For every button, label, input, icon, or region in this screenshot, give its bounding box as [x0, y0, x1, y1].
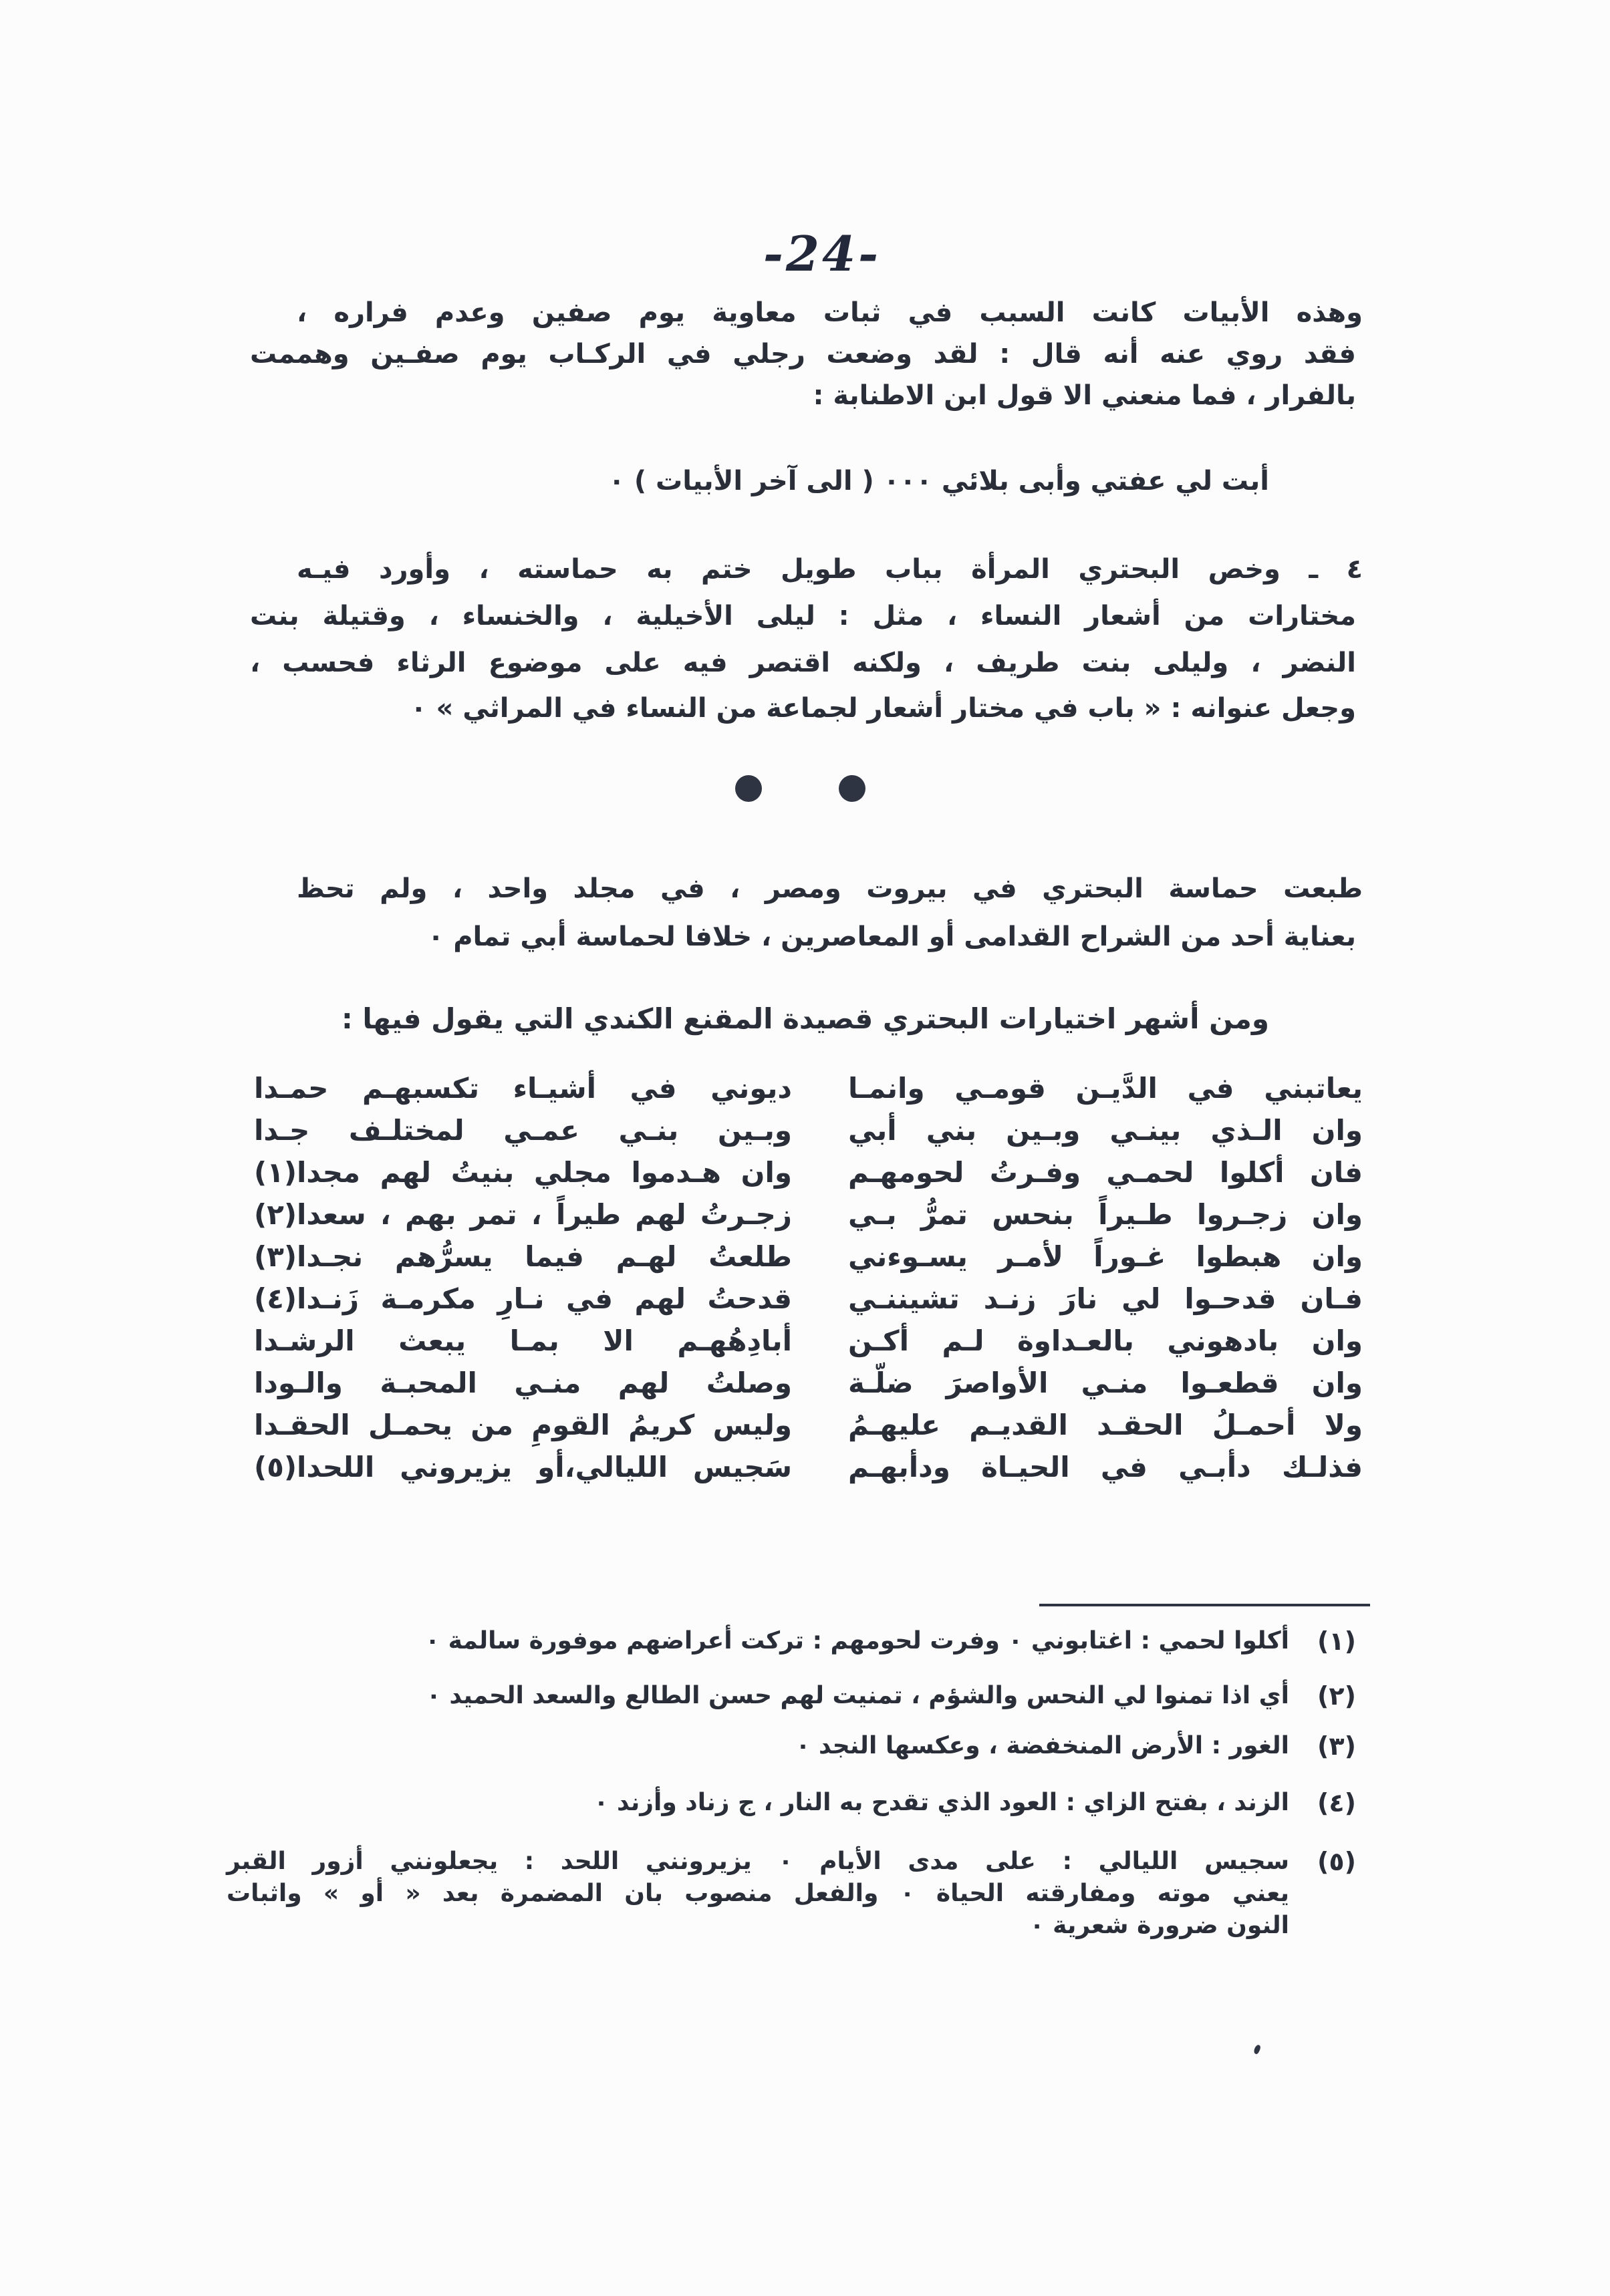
footnote-number: (٣): [1317, 1731, 1356, 1761]
ink-speck: [1252, 2044, 1261, 2055]
poem-first-hemistich: ولا أحمـلُ الحقـد القديـم عليهـمُ: [848, 1409, 1363, 1441]
star-ornament-icon: [737, 777, 760, 800]
poem-first-hemistich: وان هبطوا غـوراً لأمـر يسـوءني: [848, 1240, 1363, 1273]
poem-second-hemistich: أبادِهُهـم الا بمـا يبعث الرشـدا: [254, 1324, 792, 1357]
footnote-separator: [1039, 1604, 1370, 1606]
poem-first-hemistich: وان قطعـوا منـي الأواصرَ ضلّـة: [848, 1367, 1363, 1399]
paragraph-line: مختارات من أشعار النساء ، مثل : ليلى الأخيلية ، والخنساء ، وقتيلة بنت: [250, 601, 1356, 631]
paragraph-line: بعناية أحد من الشراح القدامى أو المعاصرين ، خلافا لحماسة أبي تمام ٠: [427, 921, 1356, 952]
poem-second-hemistich: وصلتُ لهم منـي المحبـة والـودا: [254, 1367, 792, 1399]
poem-second-hemistich: قدحتُ لهم في نـارِ مكرمـة زَنـدا(٤): [254, 1282, 792, 1315]
poem-first-hemistich: وان بادهوني بالعـداوة لـم أكـن: [848, 1324, 1363, 1357]
paragraph-line: بالفرار ، فما منعني الا قول ابن الاطنابة :: [813, 380, 1356, 411]
paragraph-line: وهذه الأبيات كانت السبب في ثبات معاوية يوم صفين وعدم فراره ،: [297, 297, 1363, 328]
poem-second-hemistich: وان هـدموا مجلي بنيتُ لهم مجدا(١): [254, 1156, 792, 1189]
poem-second-hemistich: طلعتُ لهـم فيما يسرُّهم نجـدا(٣): [254, 1240, 792, 1273]
footnote-text: النون ضرورة شعرية ٠: [1029, 1912, 1289, 1939]
poem-first-hemistich: فـان قدحـوا لي نارَ زنـد تشيننـي: [848, 1282, 1363, 1315]
poem-intro: ومن أشهر اختيارات البحتري قصيدة المقنع الكندي التي يقول فيها :: [341, 1002, 1269, 1035]
star-ornament-icon: [841, 777, 863, 800]
poem-second-hemistich: وليس كريمُ القومِ من يحمـل الحقـدا: [254, 1409, 792, 1441]
page-number: -24-: [763, 225, 881, 282]
poem-first-hemistich: فان أكلوا لحمـي وفـرتُ لحومهـم: [848, 1156, 1363, 1189]
footnote-number: (١): [1317, 1626, 1356, 1656]
paragraph-line: وجعل عنوانه : « باب في مختار أشعار لجماعة من النساء في المراثي » ٠: [410, 693, 1356, 724]
footnote-text: أكلوا لحمي : اغتابوني ٠ وفرت لحومهم : تركت أعراضهم موفورة سالمة ٠: [425, 1627, 1289, 1655]
paragraph-line: طبعت حماسة البحتري في بيروت ومصر ، في مجلد واحد ، ولم تحظ: [297, 873, 1363, 904]
poem-second-hemistich: زجـرتُ لهم طيراً ، تمر بهم ، سعدا(٢): [254, 1198, 792, 1231]
paragraph-line: فقد روي عنه أنه قال : لقد وضعت رجلي في الركـاب يوم صفـين وهممت: [250, 339, 1356, 370]
footnote-text: سجيس الليالي : على مدى الأيام ٠ يزيرونني اللحد : يجعلونني أزور القبر: [227, 1848, 1289, 1875]
poem-first-hemistich: وان الـذي بينـي وبـين بني أبي: [848, 1114, 1363, 1147]
poem-first-hemistich: وان زجـروا طـيراً بنحس تمرُّ بـي: [848, 1198, 1363, 1231]
poem-second-hemistich: سَجيس الليالي،أو يزيروني اللحدا(٥): [254, 1451, 792, 1483]
paragraph-line: ٤ ـ وخص البحتري المرأة بباب طويل ختم به حماسته ، وأورد فيـه: [297, 554, 1363, 585]
poem-first-hemistich: يعاتبني في الدَّيـن قومـي وانمـا: [848, 1072, 1363, 1105]
paragraph-line: النضر ، وليلى بنت طريف ، ولكنه اقتصر فيه على موضوع الرثاء فحسب ،: [250, 648, 1356, 678]
footnote-number: (٤): [1317, 1788, 1356, 1818]
quoted-verse: أبت لي عفتي وأبى بلائي ٠٠٠ ( الى آخر الأبيات ) ٠: [608, 466, 1269, 496]
footnote-text: الزند ، بفتح الزاي : العود الذي تقدح به النار ، ج زناد وأزند ٠: [593, 1789, 1289, 1816]
footnote-text: أي اذا تمنوا لي النحس والشؤم ، تمنيت لهم حسن الطالع والسعد الحميد ٠: [426, 1682, 1289, 1709]
footnote-number: (٥): [1317, 1847, 1356, 1876]
footnote-text: يعني موته ومفارقته الحياة ٠ والفعل منصوب بان المضمرة بعد « أو » واثبات: [227, 1880, 1290, 1907]
footnote-number: (٢): [1317, 1681, 1356, 1711]
poem-second-hemistich: ديوني في أشيـاء تكسبهـم حمـدا: [254, 1072, 792, 1105]
poem-second-hemistich: وبـين بنـي عمـي لمختلـف جـدا: [254, 1114, 792, 1147]
poem-first-hemistich: فذلـك دأبـي في الحيـاة ودأبهـم: [848, 1451, 1363, 1483]
footnote-text: الغور : الأرض المنخفضة ، وعكسها النجد ٠: [795, 1732, 1289, 1759]
